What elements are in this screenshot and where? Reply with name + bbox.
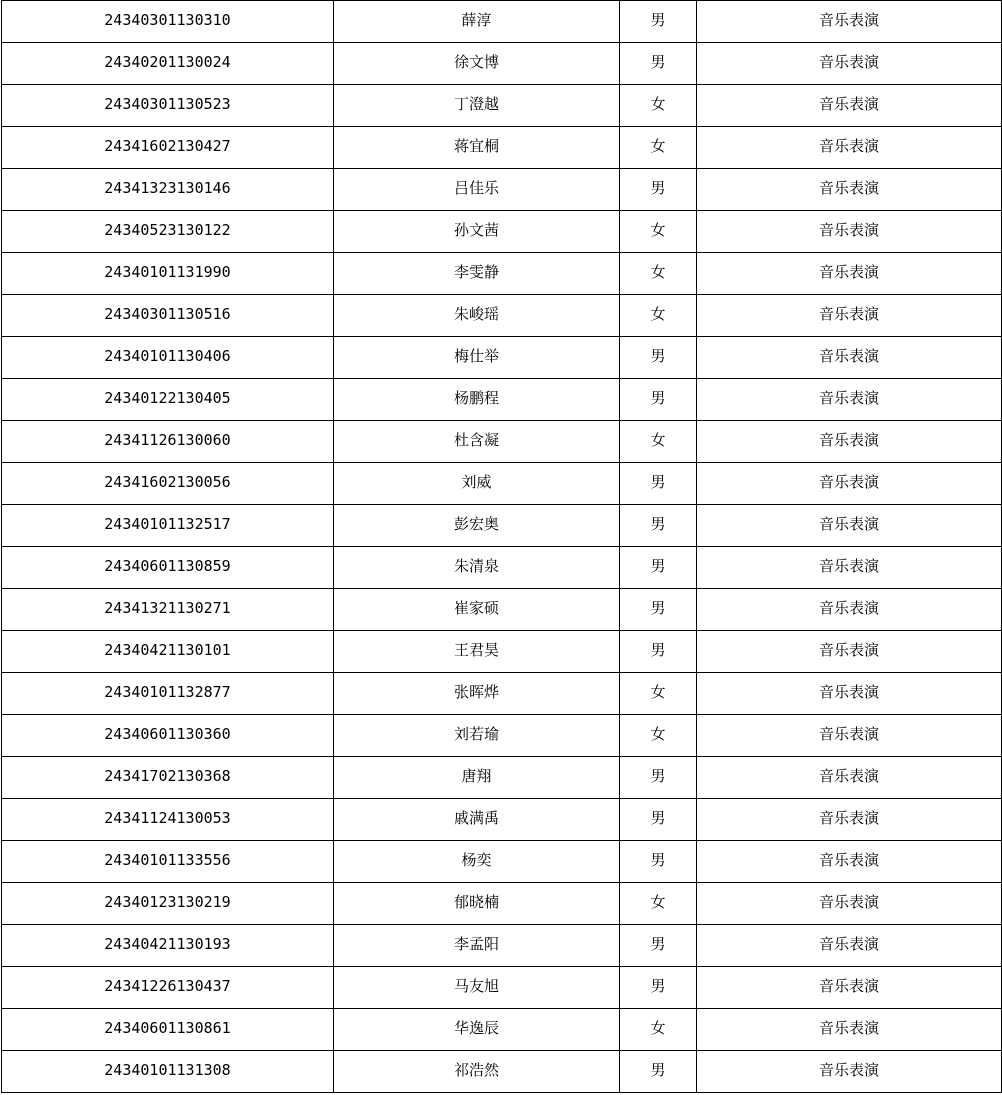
table-row bbox=[2, 757, 1002, 799]
student-name-cell: 彭宏奥 bbox=[334, 505, 620, 547]
student-id-cell: 24340101132517 bbox=[2, 505, 334, 547]
student-id-cell: 24340301130523 bbox=[2, 85, 334, 127]
student-major-cell: 音乐表演 bbox=[697, 43, 1002, 85]
student-id-cell: 24341602130427 bbox=[2, 127, 334, 169]
student-gender-cell: 男 bbox=[620, 757, 697, 799]
table-row bbox=[2, 967, 1002, 1009]
table-row bbox=[2, 1009, 1002, 1051]
table-row bbox=[2, 43, 1002, 85]
table-row bbox=[2, 85, 1002, 127]
student-name-cell: 张晖烨 bbox=[334, 673, 620, 715]
student-gender-cell: 男 bbox=[620, 337, 697, 379]
student-name-cell: 徐文博 bbox=[334, 43, 620, 85]
table-row bbox=[2, 841, 1002, 883]
student-major-cell: 音乐表演 bbox=[697, 505, 1002, 547]
student-gender-cell: 男 bbox=[620, 169, 697, 211]
student-name-cell: 梅仕举 bbox=[334, 337, 620, 379]
student-gender-cell: 男 bbox=[620, 1051, 697, 1093]
student-gender-cell: 男 bbox=[620, 43, 697, 85]
table-row bbox=[2, 1, 1002, 43]
student-name-cell: 蒋宜桐 bbox=[334, 127, 620, 169]
table-row bbox=[2, 295, 1002, 337]
student-name-cell: 李孟阳 bbox=[334, 925, 620, 967]
student-id-cell: 24341323130146 bbox=[2, 169, 334, 211]
student-major-cell: 音乐表演 bbox=[697, 463, 1002, 505]
student-major-cell: 音乐表演 bbox=[697, 85, 1002, 127]
student-id-cell: 24340523130122 bbox=[2, 211, 334, 253]
table-row bbox=[2, 715, 1002, 757]
student-major-cell: 音乐表演 bbox=[697, 883, 1002, 925]
student-major-cell: 音乐表演 bbox=[697, 715, 1002, 757]
student-id-cell: 24340101131990 bbox=[2, 253, 334, 295]
student-id-cell: 24340601130861 bbox=[2, 1009, 334, 1051]
table-row bbox=[2, 883, 1002, 925]
table-row bbox=[2, 1051, 1002, 1093]
student-name-cell: 祁浩然 bbox=[334, 1051, 620, 1093]
table-row bbox=[2, 631, 1002, 673]
student-name-cell: 马友旭 bbox=[334, 967, 620, 1009]
student-name-cell: 丁澄越 bbox=[334, 85, 620, 127]
student-gender-cell: 女 bbox=[620, 673, 697, 715]
student-gender-cell: 女 bbox=[620, 421, 697, 463]
student-gender-cell: 男 bbox=[620, 1, 697, 43]
student-id-cell: 24340201130024 bbox=[2, 43, 334, 85]
student-id-cell: 24341702130368 bbox=[2, 757, 334, 799]
student-name-cell: 郁晓楠 bbox=[334, 883, 620, 925]
student-id-cell: 24340601130360 bbox=[2, 715, 334, 757]
student-id-cell: 24340301130310 bbox=[2, 1, 334, 43]
student-name-cell: 孙文茜 bbox=[334, 211, 620, 253]
student-gender-cell: 男 bbox=[620, 799, 697, 841]
student-id-cell: 24340601130859 bbox=[2, 547, 334, 589]
student-gender-cell: 男 bbox=[620, 463, 697, 505]
student-id-cell: 24341321130271 bbox=[2, 589, 334, 631]
table-row bbox=[2, 673, 1002, 715]
student-major-cell: 音乐表演 bbox=[697, 589, 1002, 631]
table-row bbox=[2, 547, 1002, 589]
student-major-cell: 音乐表演 bbox=[697, 925, 1002, 967]
table-row bbox=[2, 463, 1002, 505]
student-major-cell: 音乐表演 bbox=[697, 841, 1002, 883]
student-id-cell: 24341126130060 bbox=[2, 421, 334, 463]
student-id-cell: 24341602130056 bbox=[2, 463, 334, 505]
student-id-cell: 24340123130219 bbox=[2, 883, 334, 925]
student-gender-cell: 男 bbox=[620, 379, 697, 421]
table-row bbox=[2, 421, 1002, 463]
student-id-cell: 24340301130516 bbox=[2, 295, 334, 337]
student-gender-cell: 女 bbox=[620, 211, 697, 253]
student-name-cell: 华逸辰 bbox=[334, 1009, 620, 1051]
student-major-cell: 音乐表演 bbox=[697, 421, 1002, 463]
student-name-cell: 戚满禹 bbox=[334, 799, 620, 841]
student-id-cell: 24341124130053 bbox=[2, 799, 334, 841]
student-name-cell: 薛淳 bbox=[334, 1, 620, 43]
student-gender-cell: 男 bbox=[620, 505, 697, 547]
student-name-cell: 杨鹏程 bbox=[334, 379, 620, 421]
table-row bbox=[2, 127, 1002, 169]
student-gender-cell: 女 bbox=[620, 715, 697, 757]
student-name-cell: 杜含凝 bbox=[334, 421, 620, 463]
table-row bbox=[2, 337, 1002, 379]
student-major-cell: 音乐表演 bbox=[697, 547, 1002, 589]
student-gender-cell: 男 bbox=[620, 631, 697, 673]
table-row bbox=[2, 589, 1002, 631]
student-gender-cell: 女 bbox=[620, 85, 697, 127]
student-name-cell: 李雯静 bbox=[334, 253, 620, 295]
student-major-cell: 音乐表演 bbox=[697, 673, 1002, 715]
student-gender-cell: 男 bbox=[620, 925, 697, 967]
table-row bbox=[2, 799, 1002, 841]
student-major-cell: 音乐表演 bbox=[697, 253, 1002, 295]
student-major-cell: 音乐表演 bbox=[697, 211, 1002, 253]
roster-body bbox=[2, 1, 1002, 1093]
student-major-cell: 音乐表演 bbox=[697, 631, 1002, 673]
student-name-cell: 崔家硕 bbox=[334, 589, 620, 631]
student-gender-cell: 男 bbox=[620, 589, 697, 631]
table-row bbox=[2, 505, 1002, 547]
student-major-cell: 音乐表演 bbox=[697, 1051, 1002, 1093]
student-name-cell: 唐翔 bbox=[334, 757, 620, 799]
table-row bbox=[2, 169, 1002, 211]
table-row bbox=[2, 211, 1002, 253]
student-gender-cell: 女 bbox=[620, 253, 697, 295]
student-id-cell: 24340421130101 bbox=[2, 631, 334, 673]
student-major-cell: 音乐表演 bbox=[697, 799, 1002, 841]
student-gender-cell: 女 bbox=[620, 295, 697, 337]
student-name-cell: 杨奕 bbox=[334, 841, 620, 883]
student-gender-cell: 男 bbox=[620, 841, 697, 883]
table-row bbox=[2, 925, 1002, 967]
student-major-cell: 音乐表演 bbox=[697, 295, 1002, 337]
student-name-cell: 吕佳乐 bbox=[334, 169, 620, 211]
student-id-cell: 24340101133556 bbox=[2, 841, 334, 883]
student-id-cell: 24341226130437 bbox=[2, 967, 334, 1009]
student-major-cell: 音乐表演 bbox=[697, 127, 1002, 169]
student-major-cell: 音乐表演 bbox=[697, 1, 1002, 43]
student-gender-cell: 男 bbox=[620, 967, 697, 1009]
student-gender-cell: 女 bbox=[620, 127, 697, 169]
student-gender-cell: 女 bbox=[620, 883, 697, 925]
student-id-cell: 24340101130406 bbox=[2, 337, 334, 379]
student-major-cell: 音乐表演 bbox=[697, 967, 1002, 1009]
student-gender-cell: 女 bbox=[620, 1009, 697, 1051]
table-row bbox=[2, 253, 1002, 295]
student-id-cell: 24340101131308 bbox=[2, 1051, 334, 1093]
table-row bbox=[2, 379, 1002, 421]
student-name-cell: 刘若瑜 bbox=[334, 715, 620, 757]
student-name-cell: 朱峻瑶 bbox=[334, 295, 620, 337]
student-major-cell: 音乐表演 bbox=[697, 1009, 1002, 1051]
student-major-cell: 音乐表演 bbox=[697, 379, 1002, 421]
student-name-cell: 王君昊 bbox=[334, 631, 620, 673]
student-id-cell: 24340101132877 bbox=[2, 673, 334, 715]
student-major-cell: 音乐表演 bbox=[697, 757, 1002, 799]
student-id-cell: 24340122130405 bbox=[2, 379, 334, 421]
student-name-cell: 朱清泉 bbox=[334, 547, 620, 589]
student-id-cell: 24340421130193 bbox=[2, 925, 334, 967]
student-roster-table bbox=[1, 0, 1002, 1093]
student-major-cell: 音乐表演 bbox=[697, 169, 1002, 211]
student-name-cell: 刘威 bbox=[334, 463, 620, 505]
student-major-cell: 音乐表演 bbox=[697, 337, 1002, 379]
student-gender-cell: 男 bbox=[620, 547, 697, 589]
